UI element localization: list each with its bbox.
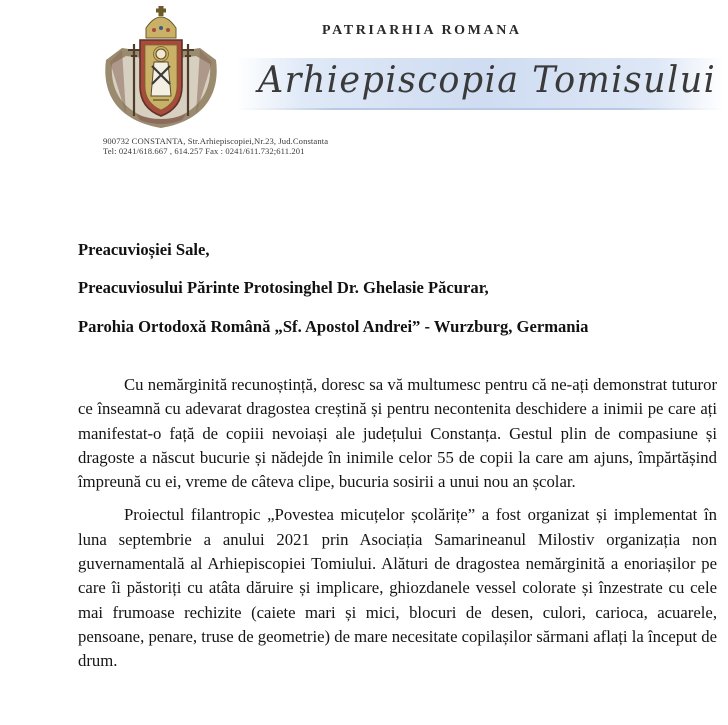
letterhead-banner-rule: [236, 108, 724, 110]
recipient-name-line: Preacuviosului Părinte Protosinghel Dr. Ghelasie Păcurar,: [78, 278, 489, 297]
archdiocese-title: Arhiepiscopia Tomisului: [258, 60, 717, 101]
recipient-parish-line: Parohia Ortodoxă Română „Sf. Apostol Andrei” - Wurzburg, Germania: [78, 317, 589, 336]
body-paragraph-2: Proiectul filantropic „Povestea micuțelor școlărițe” a fost organizat și implementat în luna septembrie a anului 2021 prin Asociația Samarineanul Milostiv organizația non guvernamentală al Arhiepiscopiei Tomiului. Alături de dragostea nemărginită a enoriașilor pe care îi păstoriți cu atâta dăruire și implicare, ghiozdanele vessel colorate și înzestrate cu cele mai frumoase rechizite (caiete mari și mici, blocuri de desen, culori, carioca, acuarele, pensoane, penare, truse de geometrie) de mare necesitate copilașilor sărmani aflați la început de drum.: [78, 505, 717, 671]
phone-fax-line: Tel: 0241/618.667 , 614.257 Fax : 0241/611.732;611.201: [103, 146, 305, 156]
letter-body: [78, 373, 717, 683]
patriarchate-title: PATRIARHIA ROMANA: [322, 23, 522, 38]
archdiocese-crest-icon: [96, 4, 226, 130]
body-paragraph-1: Cu nemărginită recunoștință, doresc sa vă multumesc pentru că ne-ați demonstrat tuturor ce înseamnă cu adevarat dragostea creștină și pentru necontenita deschidere a inimii pe care ați manifestat-o față de copiii nevoiași ale județului Constanța. Gestul plin de compasiune și dragoste a născut bucurie și nădejde în inimile celor 55 de copii la care am ajuns, împărtășind împreună cu ei, vreme de câteva clipe, bucuria sosirii a unui nou an școlar.: [78, 375, 717, 492]
address-line: 900732 CONSTANTA, Str.Arhiepiscopiei,Nr.23, Jud.Constanta: [103, 136, 329, 146]
salutation-line: Preacuvioșiei Sale,: [78, 240, 210, 259]
